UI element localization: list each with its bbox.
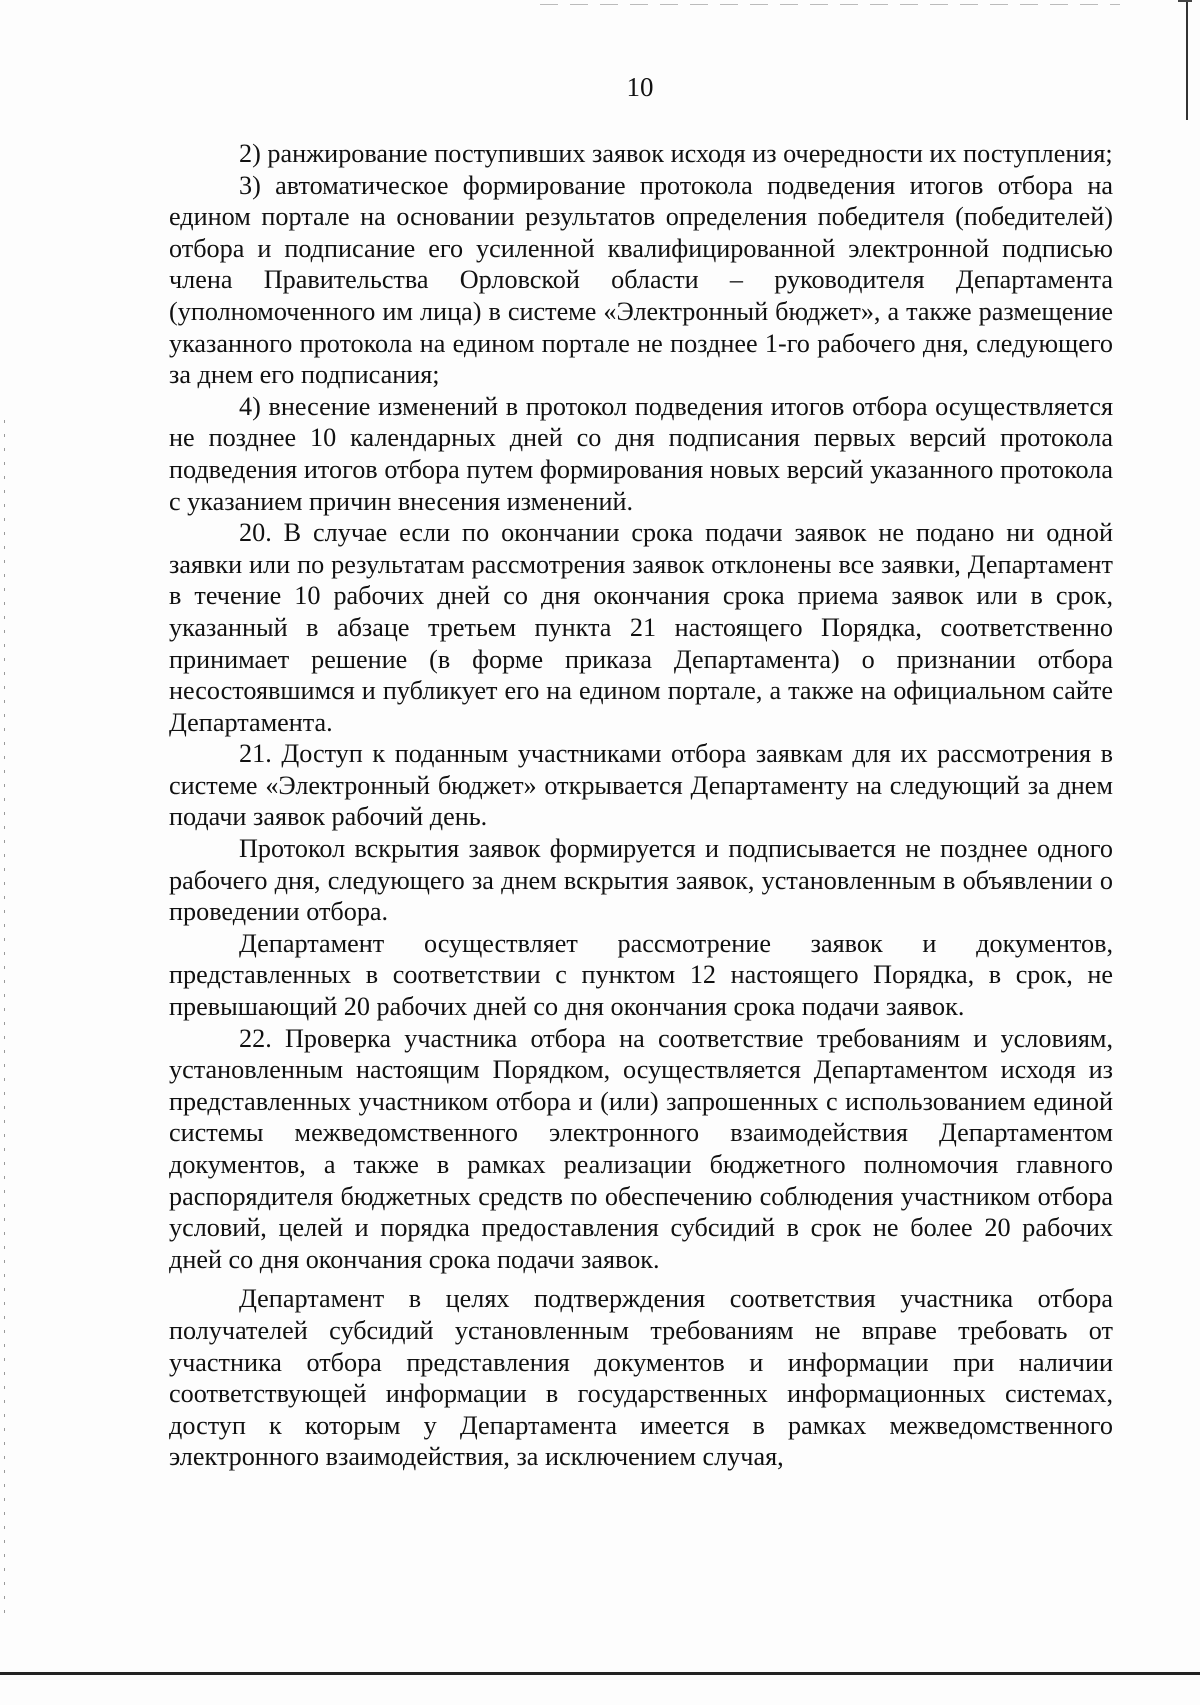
scan-edge-top — [540, 4, 1120, 5]
scan-edge-bottom — [0, 1672, 1200, 1675]
paragraph: Департамент в целях подтверждения соответствия участника отбора получателей субсидий установленным требованиям не вправе требовать от участника отбора представления документов и информации при наличии соответствующей информации в государственных информационных системах, доступ к которым у Департамента имеется в рамках межведомственного электронного взаимодействия, за исключением случая, — [169, 1284, 1113, 1472]
paragraph: 22. Проверка участника отбора на соответствие требованиям и условиям, установленным настоящим Порядком, осуществляется Департаментом исходя из представленных участником отбора и (или) запрошенных с использованием единой системы межведомственного электронного взаимодействия Департаментом документов, а также в рамках реализации бюджетного полномочия главного распорядителя бюджетных средств по обеспечению соблюдения участником отбора условий, целей и порядка предоставления субсидий в срок не более 20 рабочих дней со дня окончания срока подачи заявок. — [169, 1023, 1113, 1274]
paragraph: Департамент осуществляет рассмотрение заявок и документов, представленных в соответствии с пунктом 12 настоящего Порядка, в срок, не превышающий 20 рабочих дней со дня окончания срока подачи заявок. — [169, 928, 1113, 1022]
paragraph: 21. Доступ к поданным участниками отбора заявкам для их рассмотрения в системе «Электронный бюджет» открывается Департаменту на следующий за днем подачи заявок рабочий день. — [169, 739, 1113, 832]
page-number: 10 — [626, 72, 654, 102]
paragraph: 3) автоматическое формирование протокола подведения итогов отбора на едином портале на основании результатов определения победителя (победителей) отбора и подписание его усиленной квалифицированной электронной подписью члена Правительства Орловской области – руководителя Департамента (уполномоченного им лица) в системе «Электронный бюджет», а также размещение указанного протокола на едином портале не позднее 1-го рабочего дня, следующего за днем его подписания; — [169, 170, 1113, 390]
document-body — [169, 138, 1113, 1473]
scan-edge-left — [4, 420, 5, 1620]
paragraph: Протокол вскрытия заявок формируется и подписывается не позднее одного рабочего дня, следующего за днем вскрытия заявок, установленным в объявлении о проведении отбора. — [169, 834, 1113, 927]
paragraph: 2) ранжирование поступивших заявок исходя из очередности их поступления; — [239, 139, 1113, 168]
scan-edge-right-tick — [1178, 0, 1192, 2]
paragraph: 20. В случае если по окончании срока подачи заявок не подано ни одной заявки или по результатам рассмотрения заявок отклонены все заявки, Департамент в течение 10 рабочих дней со дня окончания срока приема заявок или в срок, указанный в абзаце третьем пункта 21 настоящего Порядка, соответственно принимает решение (в форме приказа Департамента) о признании отбора несостоявшимся и публикует его на едином портале, а также на официальном сайте Департамента. — [169, 518, 1113, 737]
paragraph: 4) внесение изменений в протокол подведения итогов отбора осуществляется не позднее 10 календарных дней со дня подписания первых версий протокола подведения итогов отбора путем формирования новых версий указанного протокола с указанием причин внесения изменений. — [169, 391, 1113, 516]
